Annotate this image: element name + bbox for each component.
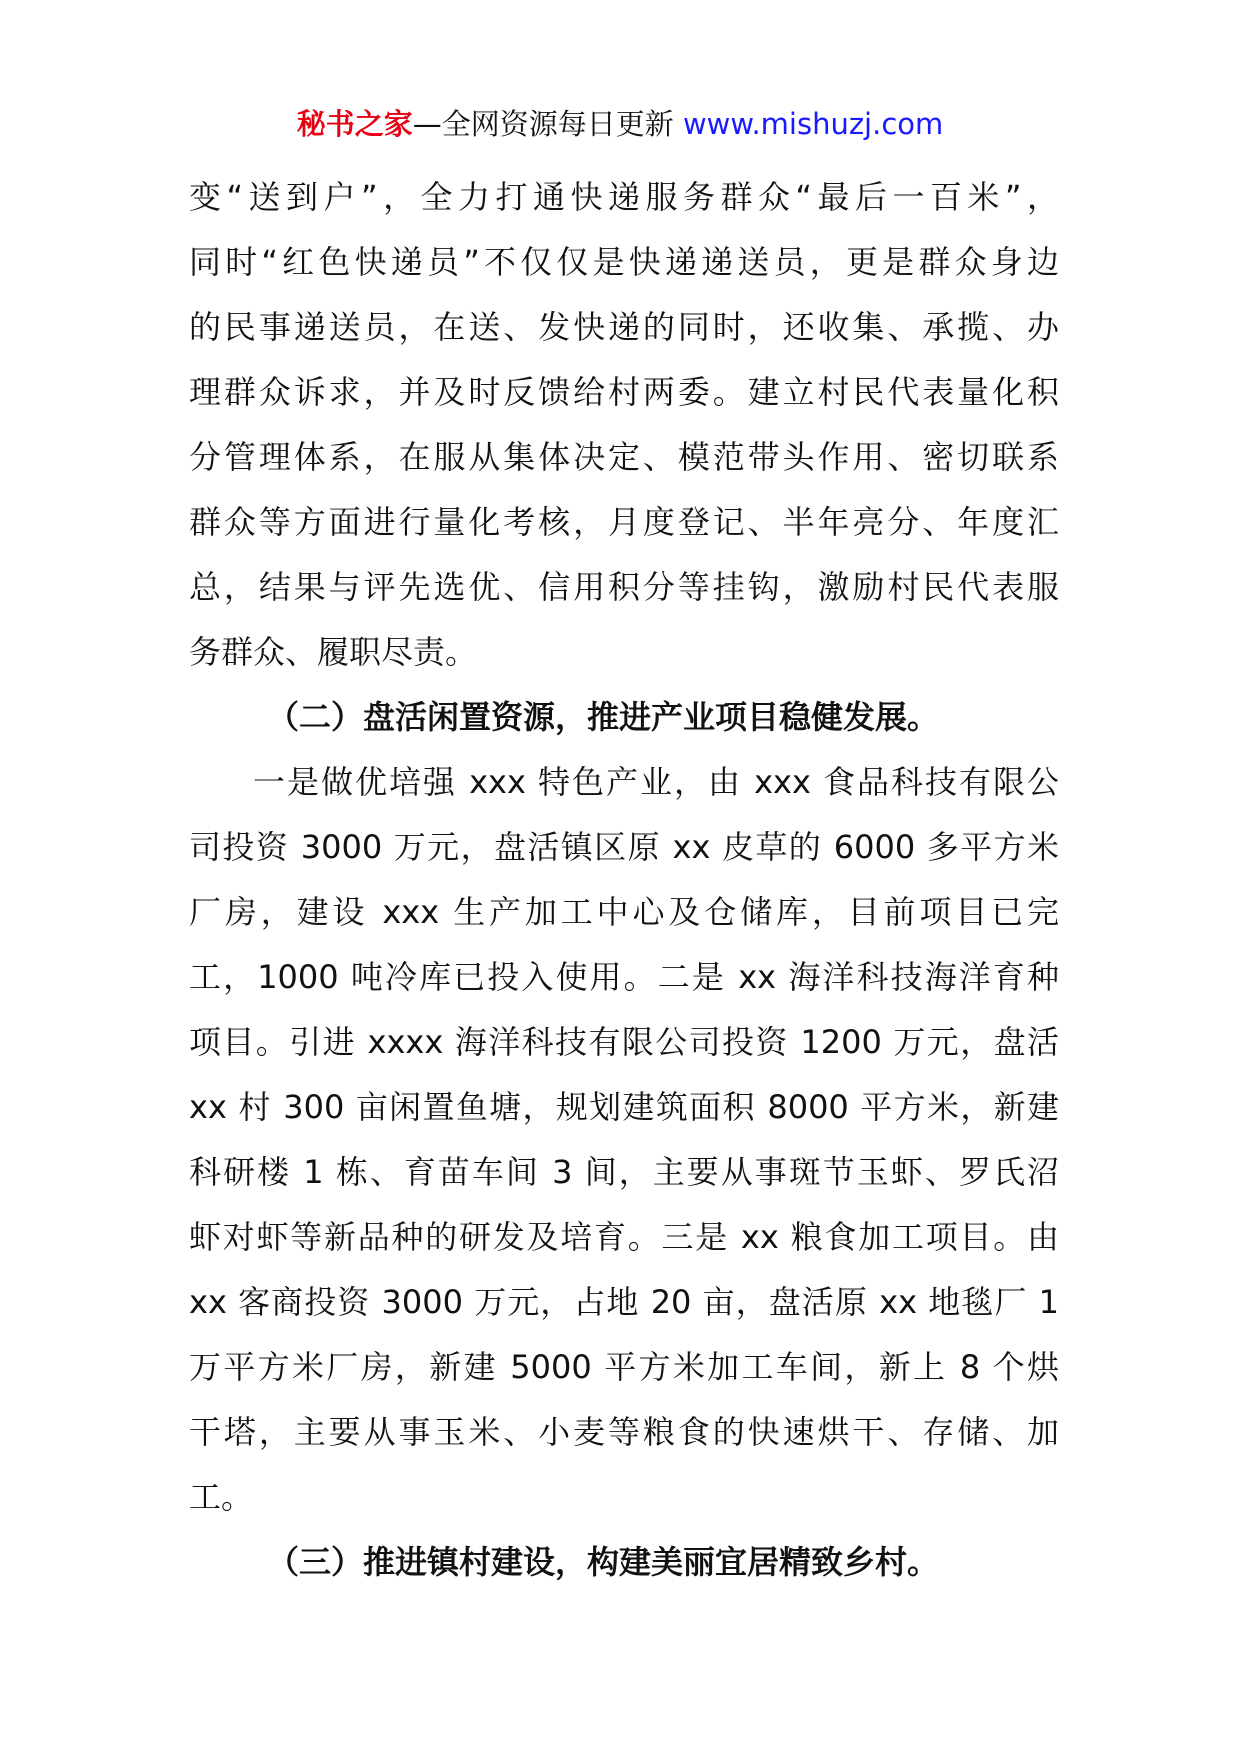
document-body bbox=[189, 165, 1059, 1595]
paragraph-line: 虾对虾等新品种的研发及培育。三是 xx 粮食加工项目。由 bbox=[189, 1218, 1059, 1256]
paragraph-line: 变“送到户”，全力打通快递服务群众“最后一百米”， bbox=[189, 178, 1059, 216]
section-heading: （二）盘活闲置资源，推进产业项目稳健发展。 bbox=[267, 698, 940, 736]
header-tagline: —全网资源每日更新 bbox=[412, 107, 674, 141]
paragraph-line: 的民事递送员，在送、发快递的同时，还收集、承揽、办 bbox=[189, 308, 1059, 346]
paragraph-line: 工。 bbox=[189, 1478, 254, 1516]
paragraph-line: 万平方米厂房，新建 5000 平方米加工车间，新上 8 个烘 bbox=[189, 1348, 1059, 1386]
paragraph-line: 理群众诉求，并及时反馈给村两委。建立村民代表量化积 bbox=[189, 373, 1059, 411]
paragraph-line: 司投资 3000 万元，盘活镇区原 xx 皮草的 6000 多平方米 bbox=[189, 828, 1059, 866]
paragraph-line: xx 村 300 亩闲置鱼塘，规划建筑面积 8000 平方米，新建 bbox=[189, 1088, 1059, 1126]
paragraph-line: 工，1000 吨冷库已投入使用。二是 xx 海洋科技海洋育种 bbox=[189, 958, 1059, 996]
brand-name: 秘书之家 bbox=[296, 107, 413, 141]
paragraph-line: 厂房，建设 xxx 生产加工中心及仓储库，目前项目已完 bbox=[189, 893, 1059, 931]
paragraph-line: xx 客商投资 3000 万元，占地 20 亩，盘活原 xx 地毯厂 1 bbox=[189, 1283, 1059, 1321]
paragraph-line: 分管理体系，在服从集体决定、模范带头作用、密切联系 bbox=[189, 438, 1059, 476]
paragraph-line: 群众等方面进行量化考核，月度登记、半年亮分、年度汇 bbox=[189, 503, 1059, 541]
paragraph-line: 总，结果与评先选优、信用积分等挂钩，激励村民代表服 bbox=[189, 568, 1059, 606]
site-url-link[interactable]: www.mishuzj.com bbox=[682, 107, 944, 141]
paragraph-line: 同时“红色快递员”不仅仅是快递递送员，更是群众身边 bbox=[189, 243, 1059, 281]
paragraph-line: 项目。引进 xxxx 海洋科技有限公司投资 1200 万元，盘活 bbox=[189, 1023, 1059, 1061]
site-header bbox=[0, 104, 1240, 144]
paragraph-line: 干塔，主要从事玉米、小麦等粮食的快速烘干、存储、加 bbox=[189, 1413, 1059, 1451]
paragraph-line: 一是做优培强 xxx 特色产业，由 xxx 食品科技有限公 bbox=[253, 763, 1059, 801]
paragraph-line: 科研楼 1 栋、育苗车间 3 间，主要从事斑节玉虾、罗氏沼 bbox=[189, 1153, 1059, 1191]
section-heading: （三）推进镇村建设，构建美丽宜居精致乡村。 bbox=[267, 1543, 940, 1581]
paragraph-line: 务群众、履职尽责。 bbox=[189, 633, 478, 671]
